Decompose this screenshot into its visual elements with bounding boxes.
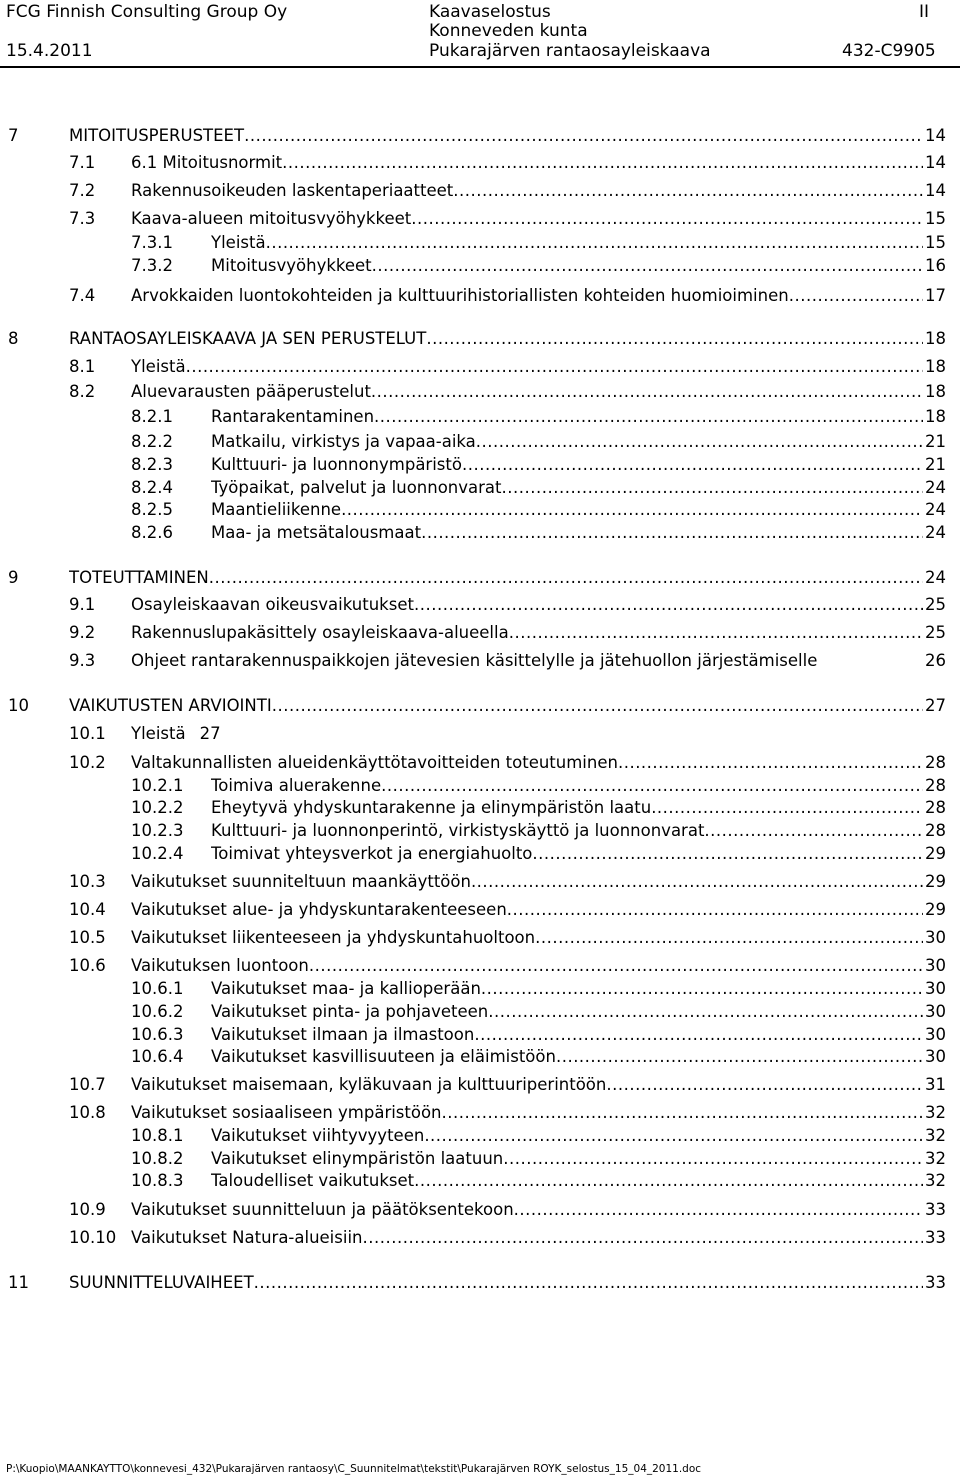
toc-entry-title: Vaikutuksen luontoon [131, 956, 309, 975]
toc-leader-dots [424, 1125, 923, 1147]
toc-entry-number: 7.3.2 [131, 256, 173, 275]
toc-entry-number: 8.2.5 [131, 500, 173, 519]
toc-entry[interactable] [0, 1199, 960, 1221]
toc-entry-number: 10.6.2 [131, 1002, 184, 1021]
toc-entry-title-line [131, 594, 946, 616]
toc-entry-number: 8.2 [69, 382, 96, 401]
toc-entry[interactable] [0, 431, 960, 453]
toc-entry-title-line [211, 431, 946, 453]
toc-entry-number: 7.1 [69, 153, 96, 172]
toc-entry-page: 30 [925, 1002, 946, 1021]
toc-entry-title-line [131, 1074, 946, 1096]
toc-entry-title-line [69, 1272, 946, 1294]
toc-entry-title: Vaikutukset elinympäristön laatuun [211, 1149, 504, 1168]
toc-entry-number: 10.8 [69, 1103, 106, 1122]
toc-leader-dots [442, 1102, 923, 1124]
toc-entry-number: 10.4 [69, 900, 106, 919]
toc-leader-dots [474, 1024, 923, 1046]
toc-entry[interactable] [0, 871, 960, 893]
toc-entry[interactable] [0, 723, 960, 745]
toc-leader-dots [309, 955, 923, 977]
toc-leader-dots [426, 328, 923, 350]
toc-entry-page: 14 [925, 153, 946, 172]
toc-entry[interactable] [0, 454, 960, 476]
toc-entry-number: 7.3.1 [131, 233, 173, 252]
toc-entry-title: VAIKUTUSTEN ARVIOINTI [69, 696, 272, 715]
toc-leader-dots [503, 1148, 923, 1170]
toc-entry-title-line [211, 522, 946, 544]
toc-entry[interactable] [0, 1125, 960, 1147]
toc-entry-title: Rakennuslupakäsittely osayleiskaava-alueella [131, 623, 509, 642]
toc-entry[interactable] [0, 650, 960, 672]
toc-entry[interactable] [0, 1024, 960, 1046]
toc-entry[interactable] [0, 285, 960, 307]
toc-entry-title-line [211, 477, 946, 499]
toc-entry-title: Työpaikat, palvelut ja luonnonvarat [211, 478, 502, 497]
toc-entry-page: 25 [925, 623, 946, 642]
toc-entry-title-line [131, 356, 946, 378]
toc-entry-number: 7.3 [69, 209, 96, 228]
toc-entry-number: 9 [8, 568, 19, 587]
toc-entry-title-line [211, 499, 946, 521]
toc-entry-number: 10.8.3 [131, 1171, 184, 1190]
toc-entry-title: Kaava-alueen mitoitusvyöhykkeet [131, 209, 412, 228]
toc-leader-dots [254, 1272, 923, 1294]
toc-entry-page: 29 [925, 872, 946, 891]
toc-entry[interactable] [0, 1148, 960, 1170]
toc-entry-page: 30 [925, 928, 946, 947]
toc-entry-page: 33 [925, 1228, 946, 1247]
toc-entry-page: 26 [925, 651, 946, 670]
toc-leader-dots [704, 820, 923, 842]
toc-entry-title-line [131, 752, 946, 774]
toc-entry[interactable] [0, 843, 960, 865]
toc-entry-number: 10.2.4 [131, 844, 184, 863]
toc-entry-title-line [131, 650, 946, 672]
toc-entry[interactable] [0, 752, 960, 774]
toc-entry[interactable] [0, 820, 960, 842]
toc-leader-dots [502, 477, 924, 499]
toc-entry-page: 28 [925, 776, 946, 795]
toc-entry-title: Kulttuuri- ja luonnonperintö, virkistyskäyttö ja luonnonvarat [211, 821, 705, 840]
toc-entry-title-line [131, 927, 946, 949]
toc-entry[interactable] [0, 622, 960, 644]
toc-entry-page: 27 [925, 696, 946, 715]
toc-entry-page: 21 [925, 432, 946, 451]
toc-entry-title-line [211, 406, 946, 428]
toc-entry-page: 29 [925, 844, 946, 863]
toc-leader-dots [651, 797, 923, 819]
toc-entry[interactable] [0, 152, 960, 174]
toc-leader-dots [556, 1046, 923, 1068]
toc-entry-page: 24 [925, 478, 946, 497]
toc-entry-title-line [211, 1148, 946, 1170]
toc-entry-page: 17 [925, 286, 946, 305]
toc-leader-dots [363, 1227, 924, 1249]
toc-entry-number: 10.7 [69, 1075, 106, 1094]
toc-entry-number: 7.2 [69, 181, 96, 200]
toc-entry-title: Osayleiskaavan oikeusvaikutukset [131, 595, 414, 614]
toc-entry-number: 10.2.3 [131, 821, 184, 840]
toc-leader-dots [411, 208, 923, 230]
toc-entry-number: 7 [8, 126, 19, 145]
header-company: FCG Finnish Consulting Group Oy [6, 2, 288, 22]
toc-entry-page: 30 [925, 979, 946, 998]
toc-entry-page: 18 [925, 407, 946, 426]
toc-entry-page: 14 [925, 126, 946, 145]
toc-entry-title-line [211, 1024, 946, 1046]
toc-entry[interactable] [0, 978, 960, 1000]
toc-entry-page: 24 [925, 500, 946, 519]
toc-entry[interactable] [0, 208, 960, 230]
toc-entry-title-line [211, 843, 946, 865]
toc-entry-number: 9.2 [69, 623, 96, 642]
toc-entry[interactable] [0, 232, 960, 254]
toc-leader-dots [341, 499, 923, 521]
toc-entry-title: Maa- ja metsätalousmaat [211, 523, 422, 542]
toc-entry-number: 9.3 [69, 651, 96, 670]
toc-entry[interactable] [0, 1046, 960, 1068]
toc-entry-number: 8.2.6 [131, 523, 173, 542]
toc-entry[interactable] [0, 255, 960, 277]
toc-entry-title: Aluevarausten pääperustelut [131, 382, 371, 401]
toc-leader-dots [266, 232, 923, 254]
toc-leader-dots [535, 927, 923, 949]
header-doc-type: Kaavaselostus [429, 2, 551, 22]
toc-entry-title-line [211, 797, 946, 819]
toc-entry-page: 24 [925, 568, 946, 587]
toc-leader-dots [414, 1170, 923, 1192]
toc-entry-page: 32 [925, 1126, 946, 1145]
toc-entry-title-line [211, 232, 946, 254]
toc-entry-title: Toimiva aluerakenne [211, 776, 382, 795]
toc-entry[interactable] [0, 797, 960, 819]
toc-entry-number: 10.5 [69, 928, 106, 947]
toc-entry-page: 28 [925, 753, 946, 772]
toc-entry-page: 15 [925, 233, 946, 252]
toc-entry-page: 28 [925, 821, 946, 840]
toc-leader-dots [462, 454, 923, 476]
toc-entry-page: 33 [925, 1273, 946, 1292]
toc-entry[interactable] [0, 477, 960, 499]
toc-entry-page: 30 [925, 1047, 946, 1066]
toc-entry-title: RANTAOSAYLEISKAAVA JA SEN PERUSTELUT [69, 329, 427, 348]
toc-entry-number: 10.6.1 [131, 979, 184, 998]
header-project-code: 432-C9905 [842, 41, 936, 61]
toc-entry-page: 29 [925, 900, 946, 919]
toc-entry-number: 10.9 [69, 1200, 106, 1219]
toc-entry-number: 8.2.1 [131, 407, 173, 426]
toc-entry-title-line [131, 208, 946, 230]
toc-entry-number: 7.4 [69, 286, 96, 305]
toc-entry[interactable] [0, 356, 960, 378]
toc-leader-dots [372, 255, 923, 277]
toc-entry-number: 8.2.2 [131, 432, 173, 451]
toc-entry[interactable] [0, 567, 960, 589]
toc-entry-number: 8.2.4 [131, 478, 173, 497]
toc-entry-title: MITOITUSPERUSTEET [69, 126, 245, 145]
toc-entry-title-line [131, 1102, 946, 1124]
toc-entry-title: Maantieliikenne [211, 500, 342, 519]
toc-entry-title-line [211, 820, 946, 842]
toc-leader-dots [453, 180, 923, 202]
toc-entry-number: 10.10 [69, 1228, 117, 1247]
toc-entry-title-line [211, 1046, 946, 1068]
toc-entry-title: Vaikutukset kasvillisuuteen ja eläimistöön [211, 1047, 556, 1066]
toc-entry-title-line [131, 381, 946, 403]
toc-leader-dots [381, 775, 923, 797]
toc-entry-title-line [131, 723, 946, 745]
toc-leader-dots [186, 356, 923, 378]
toc-entry[interactable] [0, 1272, 960, 1294]
toc-leader-dots [374, 406, 923, 428]
toc-entry[interactable] [0, 1227, 960, 1249]
toc-entry-title: Kulttuuri- ja luonnonympäristö [211, 455, 462, 474]
toc-entry-page: 31 [925, 1075, 946, 1094]
header-municipality: Konneveden kunta [429, 21, 588, 41]
toc-entry[interactable] [0, 381, 960, 403]
toc-entry-number: 10 [8, 696, 29, 715]
toc-entry-title: Vaikutukset maisemaan, kyläkuvaan ja kulttuuriperintöön [131, 1075, 607, 1094]
toc-entry-title: TOTEUTTAMINEN [69, 568, 209, 587]
toc-entry-number: 8.1 [69, 357, 96, 376]
toc-entry-title: Vaikutukset alue- ja yhdyskuntarakenteeseen [131, 900, 507, 919]
toc-entry-title-line [131, 1199, 946, 1221]
toc-entry-number: 10.3 [69, 872, 106, 891]
toc-entry-title: Vaikutukset ilmaan ja ilmastoon [211, 1025, 475, 1044]
toc-entry-title: Vaikutukset maa- ja kallioperään [211, 979, 481, 998]
toc-entry-title-line [69, 328, 946, 350]
header-rule [0, 66, 960, 68]
toc-entry-title-line [131, 955, 946, 977]
toc-leader-dots [509, 622, 923, 644]
toc-entry-title: Yleistä [131, 724, 186, 743]
toc-entry[interactable] [0, 899, 960, 921]
toc-entry-title-line [131, 152, 946, 174]
toc-entry-title: Vaikutukset suunniteltuun maankäyttöön [131, 872, 471, 891]
toc-entry-title-line [131, 899, 946, 921]
toc-entry-title: Matkailu, virkistys ja vapaa-aika [211, 432, 476, 451]
toc-entry[interactable] [0, 594, 960, 616]
toc-entry[interactable] [0, 406, 960, 428]
toc-entry-title-line [211, 1001, 946, 1023]
toc-entry-number: 10.8.2 [131, 1149, 184, 1168]
toc-entry-title: Eheytyvä yhdyskuntarakenne ja elinympäristön laatu [211, 798, 652, 817]
footer-file-path: P:\Kuopio\MAANKAYTTO\konnevesi_432\Pukarajärven rantaosy\C_Suunnitelmat\tekstit\Pukarajärven ROYK_selostus_15_04_2011.doc [6, 1463, 702, 1475]
toc-entry[interactable] [0, 1074, 960, 1096]
toc-entry-number: 8 [8, 329, 19, 348]
toc-entry-title-line [131, 1227, 946, 1249]
toc-entry-title-line [69, 567, 946, 589]
toc-entry-title: Rakennusoikeuden laskentaperiaatteet [131, 181, 454, 200]
toc-entry[interactable] [0, 1170, 960, 1192]
toc-entry-title-line [131, 180, 946, 202]
toc-entry[interactable] [0, 1102, 960, 1124]
toc-entry-title: Valtakunnallisten alueidenkäyttötavoitteiden toteutuminen [131, 753, 618, 772]
toc-entry-title: Rantarakentaminen [211, 407, 375, 426]
toc-entry-title: Yleistä [211, 233, 266, 252]
toc-entry[interactable] [0, 328, 960, 350]
toc-entry[interactable] [0, 125, 960, 147]
toc-entry-page: 14 [925, 181, 946, 200]
toc-entry-number: 10.8.1 [131, 1126, 184, 1145]
toc-entry-title-line [131, 285, 946, 307]
toc-entry-title: Vaikutukset viihtyvyyteen [211, 1126, 425, 1145]
toc-entry-number: 10.6 [69, 956, 106, 975]
toc-leader-dots [471, 871, 923, 893]
toc-entry-number: 10.6.4 [131, 1047, 184, 1066]
toc-leader-dots [514, 1199, 923, 1221]
toc-leader-dots [789, 285, 923, 307]
toc-entry-title: Mitoitusvyöhykkeet [211, 256, 372, 275]
toc-entry-page: 15 [925, 209, 946, 228]
toc-entry[interactable] [0, 522, 960, 544]
toc-entry-number: 10.2.1 [131, 776, 184, 795]
toc-entry-title-line [69, 125, 946, 147]
header-part: II [919, 2, 930, 22]
toc-leader-dots [488, 1001, 923, 1023]
toc-leader-dots [606, 1074, 923, 1096]
toc-entry-page: 32 [925, 1103, 946, 1122]
toc-leader-dots [507, 899, 923, 921]
toc-entry-title-line [69, 695, 946, 717]
toc-leader-dots [481, 978, 923, 1000]
toc-leader-dots [272, 695, 923, 717]
toc-entry[interactable] [0, 180, 960, 202]
toc-entry-title: Vaikutukset liikenteeseen ja yhdyskuntahuoltoon [131, 928, 536, 947]
toc-entry-number: 10.2.2 [131, 798, 184, 817]
toc-entry-page: 24 [925, 523, 946, 542]
toc-entry-title: Ohjeet rantarakennuspaikkojen jätevesien käsittelylle ja jätehuollon järjestämiselle [131, 651, 818, 670]
toc-entry-page: 30 [925, 956, 946, 975]
toc-entry-page: 18 [925, 357, 946, 376]
toc-entry-page: 28 [925, 798, 946, 817]
toc-entry-title-line [211, 1125, 946, 1147]
toc-entry-number: 11 [8, 1273, 29, 1292]
toc-leader-dots [414, 594, 923, 616]
toc-entry-page: 21 [925, 455, 946, 474]
toc-entry-number: 9.1 [69, 595, 96, 614]
toc-leader-dots [532, 843, 923, 865]
toc-entry-title: SUUNNITTELUVAIHEET [69, 1273, 254, 1292]
toc-entry-title: Toimivat yhteysverkot ja energiahuolto [211, 844, 533, 863]
toc-entry-title: Vaikutukset sosiaaliseen ympäristöön [131, 1103, 442, 1122]
toc-leader-dots [209, 567, 923, 589]
toc-entry-title: Taloudelliset vaikutukset [211, 1171, 415, 1190]
header-date: 15.4.2011 [6, 41, 93, 61]
toc-entry-page: 27 [199, 724, 221, 743]
toc-entry-title-line [211, 255, 946, 277]
toc-entry[interactable] [0, 775, 960, 797]
toc-entry-title-line [211, 978, 946, 1000]
toc-entry[interactable] [0, 499, 960, 521]
toc-entry-title: 6.1 Mitoitusnormit [131, 153, 283, 172]
toc-entry-title-line [131, 622, 946, 644]
toc-entry-number: 10.6.3 [131, 1025, 184, 1044]
toc-entry-title: Vaikutukset pinta- ja pohjaveteen [211, 1002, 489, 1021]
toc-entry[interactable] [0, 955, 960, 977]
toc-leader-dots [371, 381, 923, 403]
toc-leader-dots [282, 152, 923, 174]
toc-entry-title-line [211, 454, 946, 476]
toc-entry-title-line [131, 871, 946, 893]
toc-leader-dots [618, 752, 923, 774]
toc-entry-page: 16 [925, 256, 946, 275]
toc-leader-dots [244, 125, 923, 147]
toc-entry-number: 8.2.3 [131, 455, 173, 474]
toc-entry-page: 30 [925, 1025, 946, 1044]
header-plan-name: Pukarajärven rantaosayleiskaava [429, 41, 711, 61]
toc-leader-dots [476, 431, 923, 453]
toc-entry-page: 32 [925, 1171, 946, 1190]
toc-entry-title: Yleistä [131, 357, 186, 376]
toc-entry-number: 10.1 [69, 724, 106, 743]
toc-entry-title: Vaikutukset suunnitteluun ja päätöksentekoon [131, 1200, 514, 1219]
toc-entry-title: Vaikutukset Natura-alueisiin [131, 1228, 363, 1247]
toc-entry-page: 33 [925, 1200, 946, 1219]
toc-entry-page: 18 [925, 382, 946, 401]
toc-entry-page: 18 [925, 329, 946, 348]
toc-entry-page: 25 [925, 595, 946, 614]
toc-entry-title-line [211, 775, 946, 797]
toc-entry-title: Arvokkaiden luontokohteiden ja kulttuurihistoriallisten kohteiden huomioiminen [131, 286, 789, 305]
toc-entry[interactable] [0, 1001, 960, 1023]
toc-entry[interactable] [0, 695, 960, 717]
toc-leader-dots [421, 522, 923, 544]
toc-entry-page: 32 [925, 1149, 946, 1168]
toc-entry-number: 10.2 [69, 753, 106, 772]
toc-entry-title-line [211, 1170, 946, 1192]
toc-entry[interactable] [0, 927, 960, 949]
